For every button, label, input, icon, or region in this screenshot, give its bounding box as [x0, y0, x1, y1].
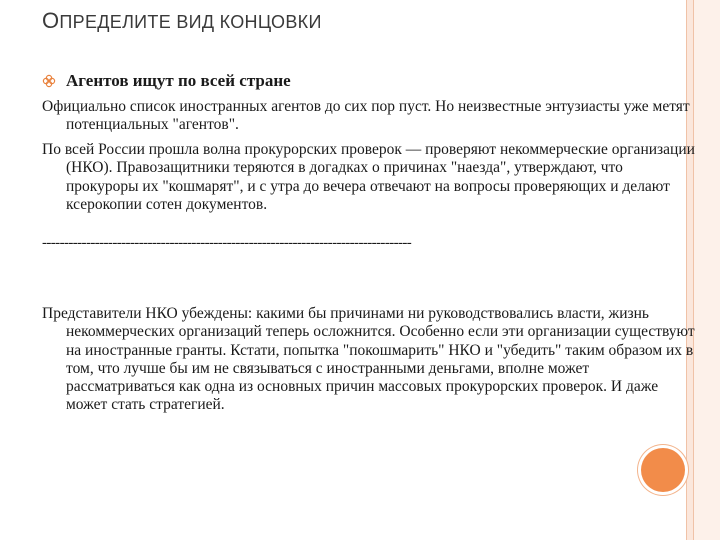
flower-bullet-icon [42, 74, 56, 88]
rail-line-right [693, 0, 694, 540]
paragraph-2: По всей России прошла волна прокурорских проверок — проверяют некоммерческие организации (НКО). Правозащитники теряются в догадках о причинах "наезда", утверждают, что прокуроры их "кошмарят", и с утра до вечера отвечают на вопросы проверяющих и делают ксерокопии сотен документов. [42, 141, 695, 213]
paragraph-3: Представители НКО убеждены: какими бы причинами ни руководствовались власти, жизнь некоммерческих организаций теперь осложнится. Особенно если эти организации существуют на иностранные гранты. Кстати, попытка "покошмарить" НКО и "убедить" таким образом их в том, что лучше бы им не связываться с иностранными деньгами, вполне может рассматриваться как одна из основных причин массовых прокурорских проверок. И даже может стать стратегией. [42, 305, 695, 414]
paragraph-1: Официально список иностранных агентов до сих пор пуст. Но неизвестные энтузиасты уже метят потенциальных "агентов". [42, 98, 690, 134]
title-first-letter: О [42, 8, 60, 33]
dashed-separator: ------------------------------------------------------------------------------------ [42, 235, 412, 251]
orange-circle-decoration [641, 448, 685, 492]
bullet-item [42, 70, 291, 92]
right-decorative-rail-inner [694, 0, 720, 540]
slide-title [42, 8, 322, 34]
rail-line-left [686, 0, 687, 540]
bullet-heading: Агентов ищут по всей стране [66, 71, 291, 90]
title-rest: ПРЕДЕЛИТЕ ВИД КОНЦОВКИ [59, 12, 322, 32]
